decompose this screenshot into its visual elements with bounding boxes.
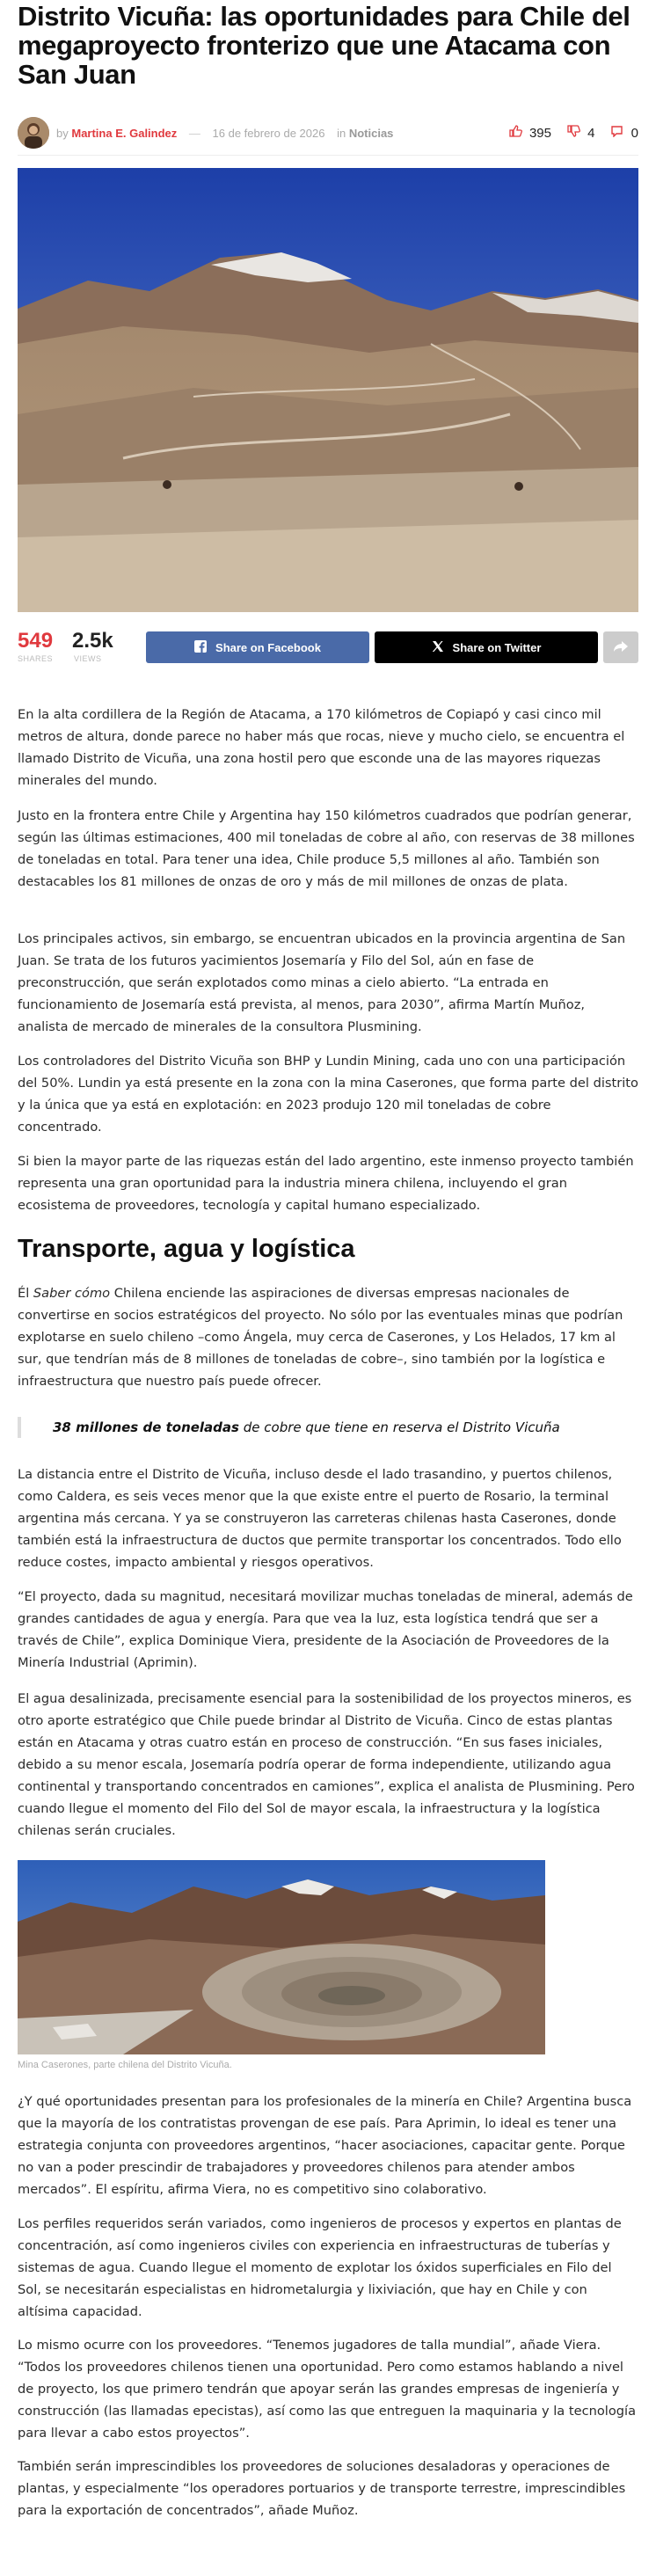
like-count: 395 xyxy=(528,126,551,141)
facebook-icon xyxy=(194,640,207,655)
paragraph: Los perfiles requeridos serán variados, como ingenieros de procesos y expertos en plantas de concentración, así como ingenieros civiles con experiencia en infraestructuras de tuberías y sistemas de agua. Cuando llegue el momento de explotar los óxidos superficiales en Filo del Sol, se necesitarán especialistas en hidrometalurgia y lixiviación, que hay en Chile y con altísima capacidad. xyxy=(18,2216,622,2319)
article-meta xyxy=(18,117,638,152)
dislike-count: 4 xyxy=(587,126,595,141)
by-label: by xyxy=(56,127,69,140)
twitter-label: Share on Twitter xyxy=(452,640,542,654)
share-facebook-button[interactable] xyxy=(146,631,369,663)
comment-count: 0 xyxy=(630,126,638,141)
paragraph-emphasis: Saber cómo xyxy=(33,1286,111,1301)
paragraph: El agua desalinizada, precisamente esencial para la sostenibilidad de los proyectos mineros, es otro aporte estratégico que Chile puede brindar al Distrito de Vicuña. Cinco de estas plantas están en Atacama y otras cuatro están en proceso de construcción. “En sus fases iniciales, debido a su menor escala, Josemaría podría operar de forma independiente, utilizando agua continental y transportando concentrados en camiones”, explica el analista de Plusmining. Pero cuando llegue el momento del Filo del Sol de mayor escala, la infraestructura y la logística chilenas serán cruciales. xyxy=(18,1691,635,1838)
share-bar xyxy=(18,630,638,665)
reaction-stats xyxy=(509,125,638,141)
paragraph: ¿Y qué oportunidades presentan para los profesionales de la minería en Chile? Argentina busca que la mayoría de los contratistas provengan de ese país. Para Aprimin, lo ideal es tener una estrategia conjunta con proveedores argentinos, “hacer asociaciones, capacitar gente. Porque no van a poder prescindir de trabajadores y proveedores chilenos para atender ambos mercados”. El espíritu, afirma Viera, no es competitivo sino colaborativo. xyxy=(18,2094,632,2197)
share-more-button[interactable] xyxy=(603,631,638,663)
author-avatar[interactable] xyxy=(18,117,49,149)
x-icon xyxy=(432,640,444,655)
paragraph: Lo mismo ocurre con los proveedores. “Tenemos jugadores de talla mundial”, añade Viera. “Todos los proveedores chilenos tienen una oportunidad. Pero como estamos hablando a nivel de proyecto, los que primero tendrán que apoyar serán las grandes empresas de ingeniería y construcción (las llamadas epecistas), así como las que entreguen la maquinaria y la tecnología para llevar a cabo estos proyectos”. xyxy=(18,2338,637,2441)
paragraph: En la alta cordillera de la Región de Atacama, a 170 kilómetros de Copiapó y casi cinco mil metros de altura, donde parece no haber más que rocas, nieve y mucho cielo, se encuentra el llamado Distrito de Vicuña, una zona hostil pero que esconde una de las mayores riquezas minerales del mundo. xyxy=(18,707,625,788)
meta-divider xyxy=(18,155,638,156)
post-date: 16 de febrero de 2026 xyxy=(212,127,325,140)
shares-label: SHARES xyxy=(18,654,54,663)
paragraph: La distancia entre el Distrito de Vicuña, incluso desde el lado trasandino, y puertos chilenos, como Caldera, es seis veces menor que la que existe entre el puerto de Rosario, la terminal argentina más cercana. Y ya se construyeron las carreteras chilenas hasta Caserones, donde también está la infraestructura de ductos que permite transportar los concentrados. Todo ello reduce costes, impacto ambiental y riesgos operativos. xyxy=(18,1467,622,1570)
image-caption: Mina Caserones, parte chilena del Distrito Vicuña. xyxy=(18,2060,232,2070)
views-count: 2.5k xyxy=(72,629,113,653)
section-heading: Transporte, agua y logística xyxy=(18,1235,355,1263)
article-title: Distrito Vicuña: las oportunidades para Chile del megaproyecto fronterizo que une Atacama con San Juan xyxy=(18,1,630,90)
thumbs-up-icon xyxy=(509,126,526,141)
comments-link[interactable] xyxy=(610,125,638,141)
paragraph: Los controladores del Distrito Vicuña son BHP y Lundin Mining, cada uno con una participación del 50%. Lundin ya está presente en la zona con la mina Caserones, que forma parte del distrito y la única que ya está en explotación: en 2023 produjo 120 mil toneladas de cobre concentrado. xyxy=(18,1054,638,1135)
paragraph: También serán imprescindibles los proveedores de soluciones desaladoras y operaciones de plantas, y especialmente “los operadores portuarios y de transporte terrestre, imprescindibles para la exportación de concentrados”, añade Muñoz. xyxy=(18,2459,626,2518)
facebook-label: Share on Facebook xyxy=(215,640,321,654)
paragraph-lead: Él xyxy=(18,1286,33,1301)
paragraph-text: Chilena enciende las aspiraciones de diversas empresas nacionales de convertirse en socios estratégicos del proyecto. No sólo por las eventuales minas que podrían explotarse en suelo chileno –como Ángela, muy cerca de Caserones, y Los Helados, 17 km al sur, que tendrían más de 8 millones de toneladas de cobre–, sino también por la logística e infraestructura que nuestro país puede ofrecer. xyxy=(18,1286,623,1389)
paragraph: “El proyecto, dada su magnitud, necesitará movilizar muchas toneladas de mineral, además de grandes cantidades de agua y energía. Para que vea la luz, esta logística tendrá que ser a través de Chile”, explica Dominique Viera, presidente de la Asociación de Proveedores de la Minería Industrial (Aprimin). xyxy=(18,1589,633,1670)
paragraph: Los principales activos, sin embargo, se encuentran ubicados en la provincia argentina de San Juan. Se trata de los futuros yacimientos Josemaría y Filo del Sol, aún en fase de preconstrucción, que serán explotados como minas a cielo abierto. “La entrada en funcionamiento de Josemaría está prevista, al menos, para 2030”, afirma Martín Muñoz, analista de mercado de minerales de la consultora Plusmining. xyxy=(18,931,626,1034)
pull-quote-strong: 38 millones de toneladas xyxy=(53,1419,239,1435)
pull-quote-text: de cobre que tiene en reserva el Distrito Vicuña xyxy=(238,1419,560,1435)
share-arrow-icon xyxy=(613,640,629,655)
comment-icon xyxy=(610,126,627,141)
paragraph: Si bien la mayor parte de las riquezas están del lado argentino, este inmenso proyecto también representa una gran oportunidad para la industria minera chilena, incluyendo el gran ecosistema de proveedores, tecnología y capital humano especializado. xyxy=(18,1154,634,1213)
meta-separator: — xyxy=(188,127,200,140)
thumbs-down-icon xyxy=(567,126,584,141)
pull-quote xyxy=(18,1417,638,1438)
meta-line xyxy=(56,127,393,140)
dislike-reaction[interactable] xyxy=(567,125,595,141)
category-link[interactable]: Noticias xyxy=(348,127,394,140)
share-twitter-button[interactable] xyxy=(375,631,598,663)
in-label: in xyxy=(337,127,346,140)
like-reaction[interactable] xyxy=(509,125,551,141)
paragraph: Justo en la frontera entre Chile y Argentina hay 150 kilómetros cuadrados que podrían generar, según las últimas estimaciones, 400 mil toneladas de cobre al año, con reservas de 38 millones de toneladas en total. Para tener una idea, Chile produce 5,5 millones al año. También son destacables los 81 millones de onzas de oro y más de mil millones de onzas de plata. xyxy=(18,808,635,889)
paragraph xyxy=(18,1282,638,1392)
caserones-mine-image xyxy=(18,1860,545,2054)
author-link[interactable]: Martina E. Galindez xyxy=(71,127,178,140)
shares-count: 549 xyxy=(18,629,54,653)
hero-image xyxy=(18,168,638,612)
views-label: VIEWS xyxy=(74,654,102,663)
